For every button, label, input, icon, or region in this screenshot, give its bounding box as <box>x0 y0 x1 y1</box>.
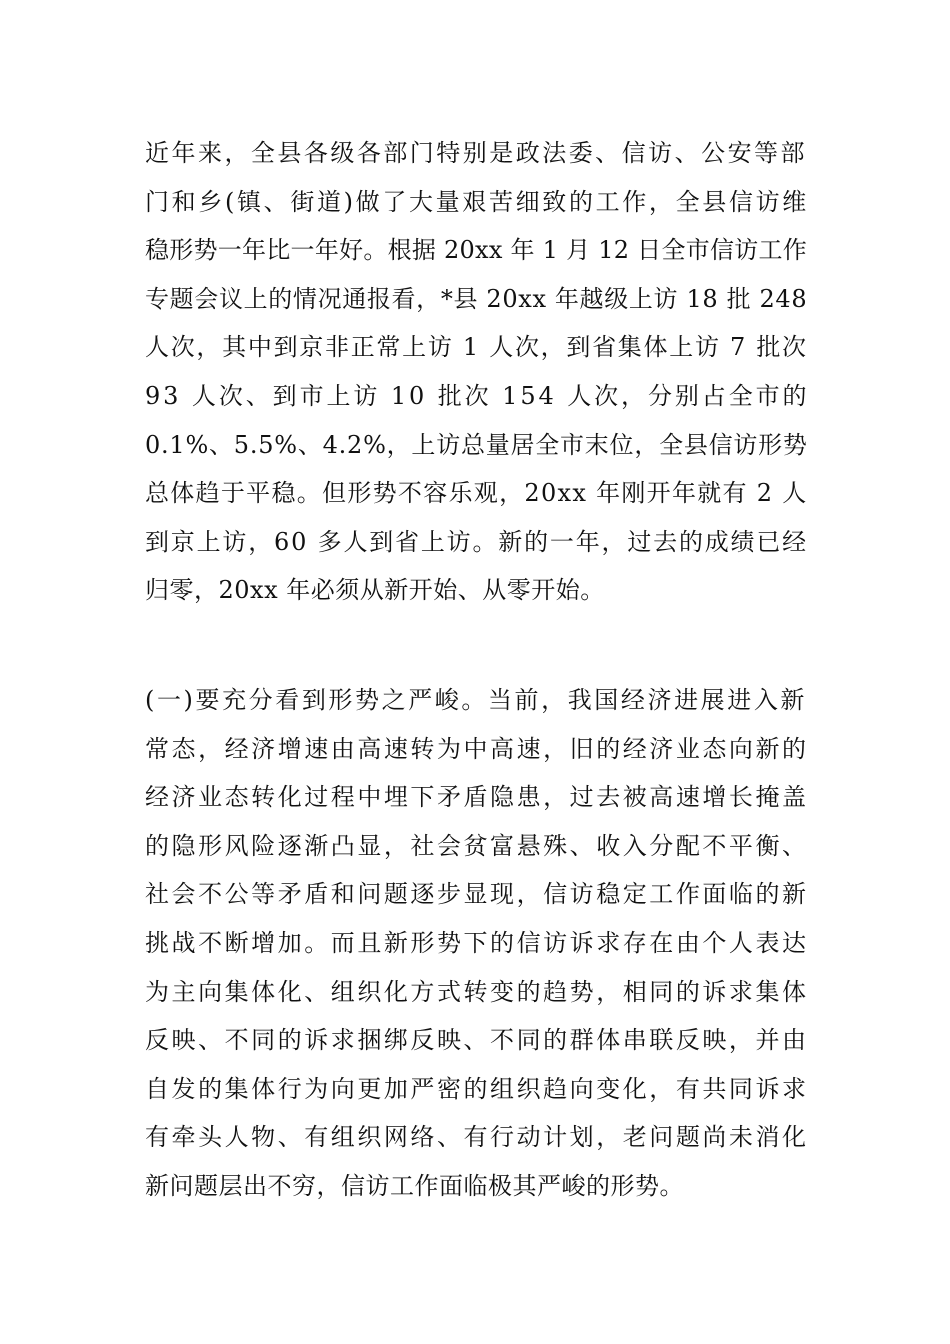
text-line: 到京上访，60 多人到省上访。新的一年，过去的成绩已经 <box>145 527 808 556</box>
text-line: 自发的集体行为向更加严密的组织趋向变化，有共同诉求 <box>145 1074 809 1103</box>
text-line: 近年来，全县各级各部门特别是政法委、信访、公安等部 <box>145 139 807 167</box>
text-line: 新问题层出不穷，信访工作面临极其严峻的形势。 <box>145 1171 684 1200</box>
text-line: 0.1%、5.5%、4.2%，上访总量居全市末位，全县信访形势 <box>145 430 808 459</box>
text-line: 人次，其中到京非正常上访 1 人次，到省集体上访 7 批次 <box>145 333 808 362</box>
paragraph-overview <box>145 129 810 615</box>
text-line: 的隐形风险逐渐凸显，社会贫富悬殊、收入分配不平衡、 <box>145 831 809 860</box>
text-line: 常态，经济增速由高速转为中高速，旧的经济业态向新的 <box>145 734 809 763</box>
text-line: 稳形势一年比一年好。根据 20xx 年 1 月 12 日全市信访工作 <box>145 236 807 265</box>
text-line: 挑战不断增加。而且新形势下的信访诉求存在由个人表达 <box>145 928 809 957</box>
text-line: 门和乡(镇、街道)做了大量艰苦细致的工作，全县信访维 <box>145 187 809 216</box>
text-line: 反映、不同的诉求捆绑反映、不同的群体串联反映，并由 <box>145 1026 809 1055</box>
text-line: 归零，20xx 年必须从新开始、从零开始。 <box>145 576 605 605</box>
paragraph-severity <box>145 676 807 1211</box>
text-line: 总体趋于平稳。但形势不容乐观，20xx 年刚开年就有 2 人 <box>145 479 808 508</box>
text-line: (一)要充分看到形势之严峻。当前，我国经济进展进入新 <box>145 686 807 714</box>
text-line: 93 人次、到市上访 10 批次 154 人次，分别占全市的 <box>145 381 810 410</box>
text-line: 社会不公等矛盾和问题逐步显现，信访稳定工作面临的新 <box>145 880 809 909</box>
text-line: 为主向集体化、组织化方式转变的趋势，相同的诉求集体 <box>145 977 809 1006</box>
text-line: 有牵头人物、有组织网络、有行动计划，老问题尚未消化 <box>145 1123 809 1152</box>
text-line: 专题会议上的情况通报看，*县 20xx 年越级上访 18 批 248 <box>145 284 808 313</box>
text-line: 经济业态转化过程中埋下矛盾隐患，过去被高速增长掩盖 <box>145 783 809 812</box>
